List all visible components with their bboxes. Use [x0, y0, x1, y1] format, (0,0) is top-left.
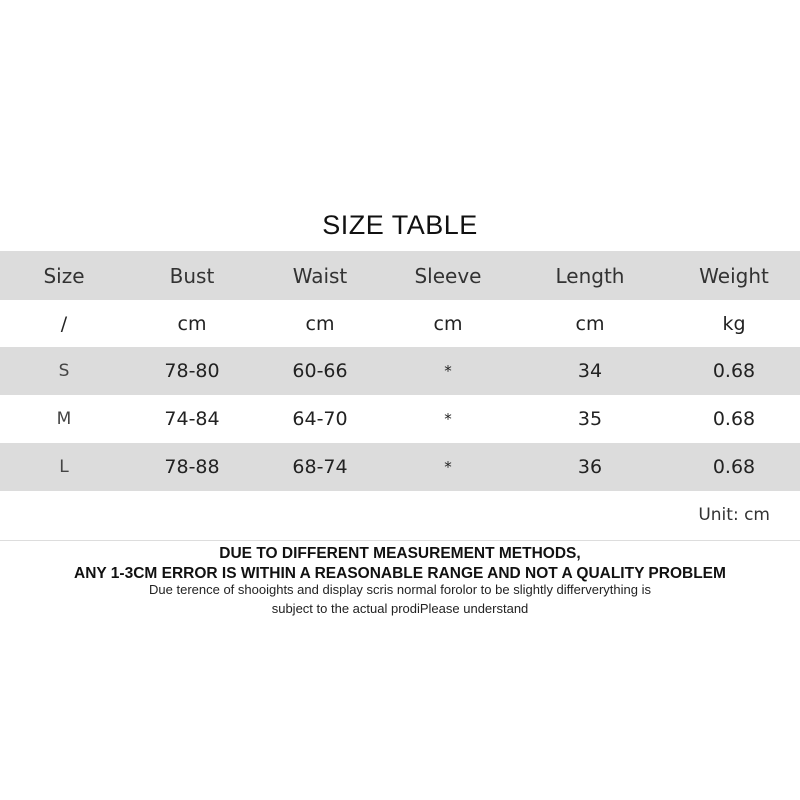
cell-size: L	[59, 457, 69, 477]
cell-size: S	[58, 361, 70, 381]
cell-waist: 60-66	[292, 360, 348, 382]
cell-waist: 68-74	[292, 456, 348, 478]
unit-sleeve: cm	[433, 312, 463, 335]
header-size: Size	[43, 263, 85, 288]
cell-sleeve: *	[444, 458, 452, 476]
header-weight: Weight	[699, 263, 769, 288]
cell-sleeve: *	[444, 362, 452, 380]
table-header-row	[0, 251, 800, 300]
unit-bust: cm	[177, 312, 207, 335]
table-units-row	[0, 300, 800, 347]
size-table	[0, 251, 800, 491]
unit-weight: kg	[722, 312, 746, 335]
cell-sleeve: *	[444, 410, 452, 428]
divider	[0, 540, 800, 541]
header-waist: Waist	[292, 263, 348, 288]
cell-length: 35	[577, 408, 603, 430]
unit-note: Unit: cm	[698, 505, 770, 525]
cell-weight: 0.68	[712, 360, 756, 382]
header-length: Length	[555, 263, 625, 288]
notice-text-line2: subject to the actual prodiPlease understand	[271, 601, 529, 616]
cell-length: 34	[577, 360, 603, 382]
table-row	[0, 443, 800, 491]
notice-text-line1: Due terence of shooights and display scris normal forolor to be slightly differverything is	[149, 582, 651, 597]
table-row	[0, 347, 800, 395]
page-title: SIZE TABLE	[322, 210, 478, 240]
notice-heading-line1: DUE TO DIFFERENT MEASUREMENT METHODS,	[219, 545, 581, 562]
unit-waist: cm	[305, 312, 335, 335]
notice-heading-line2: ANY 1-3CM ERROR IS WITHIN A REASONABLE RANGE AND NOT A QUALITY PROBLEM	[74, 565, 726, 582]
unit-length: cm	[575, 312, 605, 335]
header-bust: Bust	[169, 263, 215, 288]
cell-bust: 74-84	[164, 408, 220, 430]
cell-length: 36	[577, 456, 603, 478]
cell-bust: 78-88	[164, 456, 220, 478]
table-row	[0, 395, 800, 443]
cell-bust: 78-80	[164, 360, 220, 382]
cell-weight: 0.68	[712, 456, 756, 478]
cell-waist: 64-70	[292, 408, 348, 430]
header-sleeve: Sleeve	[414, 263, 482, 288]
unit-size: /	[60, 312, 68, 335]
cell-weight: 0.68	[712, 408, 756, 430]
cell-size: M	[56, 409, 72, 429]
